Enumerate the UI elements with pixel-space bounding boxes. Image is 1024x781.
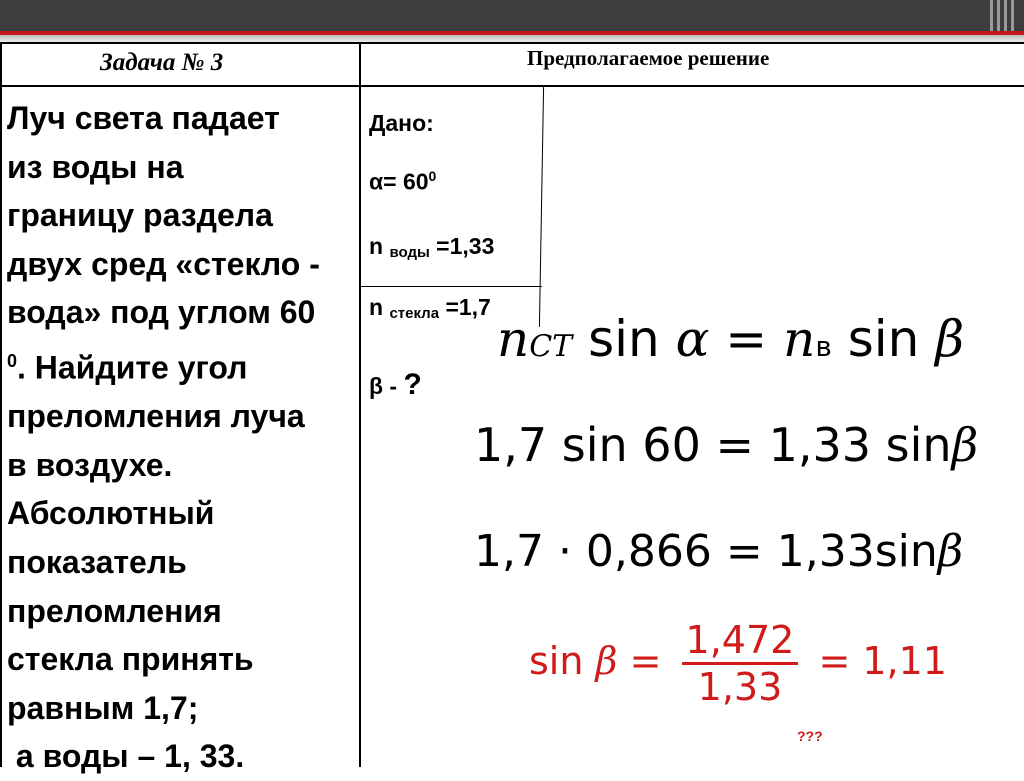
task-line: из воды на [7,148,184,185]
equation-snell [497,310,964,368]
task-line [7,337,359,392]
given-n-water [369,233,494,261]
task-line: стекла принять [7,641,254,678]
beta-label: β - [369,373,398,399]
n-water-sub: воды [389,244,430,261]
task-line: Луч света падает [7,100,280,136]
equation-substituted [474,418,978,472]
task-line: Абсолютный [7,495,215,532]
eq1-nb-sub: в [815,330,832,363]
n-glass-sub: стекла [389,305,440,322]
eq4-equals: = [629,639,662,683]
degree-sup: 0 [7,350,18,371]
task-line: преломления луча [7,398,305,435]
task-line: равным 1,7; [7,689,199,726]
eq1-equals: = [725,310,768,368]
header-bottom-border [0,85,1024,87]
n-glass-symbol: n [369,294,384,320]
given-alpha [369,168,436,196]
given-title: Дано: [369,110,434,136]
eq1-sin: sin [588,310,660,368]
stripe-decoration-icon [984,0,1024,31]
task-line: границу раздела [7,197,273,234]
alpha-label: α= 60 [369,168,429,195]
n-water-value: =1,33 [436,233,495,259]
eq1-beta: β [935,310,965,368]
eq3-beta: β [937,526,964,577]
task-line: двух сред «стекло - [7,245,320,282]
task-line: в воздухе. [7,446,173,483]
given-n-glass [369,294,491,322]
eq1-n: n [497,310,530,368]
task-line: вода» под углом 60 [7,294,316,331]
eq2-left: 1,7 sin 60 = 1,33 sin [474,418,952,472]
table-top-border [0,42,1024,44]
task-line: показатель [7,544,187,580]
fraction-denominator: 1,33 [682,662,799,709]
task-title: Задача № 3 [100,49,224,76]
task-line-part: . Найдите угол [17,349,248,386]
eq2-beta: β [951,418,979,472]
n-glass-value: =1,7 [445,294,491,320]
eq1-n-sub: СТ [529,329,573,364]
task-line: преломления [7,592,222,629]
beta-question: ? [403,368,422,401]
eq4-result: = 1,11 [818,639,947,683]
fraction [682,618,799,709]
task-text [7,94,359,781]
top-bar [0,0,1024,31]
alpha-degree-sup: 0 [428,168,437,184]
equation-result [529,618,947,709]
eq1-nb: n [783,310,816,368]
fraction-numerator: 1,472 [685,618,795,662]
eq1-sin2: sin [847,310,920,368]
equation-computed [474,526,963,577]
eq4-sin: sin [529,639,584,683]
given-beta [369,368,422,402]
eq3-left: 1,7 · 0,866 = 1,33sin [474,526,938,577]
eq1-alpha: α [675,310,710,368]
n-water-symbol: n [369,233,384,259]
left-edge [0,42,2,767]
solution-title: Предполагаемое решение [527,46,770,70]
eq4-beta: β [595,639,618,683]
given-divider [539,87,544,327]
task-line: а воды – 1, 33. [7,738,245,775]
given-underline [361,286,542,287]
question-note: ??? [797,728,823,744]
shadow-line [0,35,1024,42]
column-divider [359,42,361,767]
